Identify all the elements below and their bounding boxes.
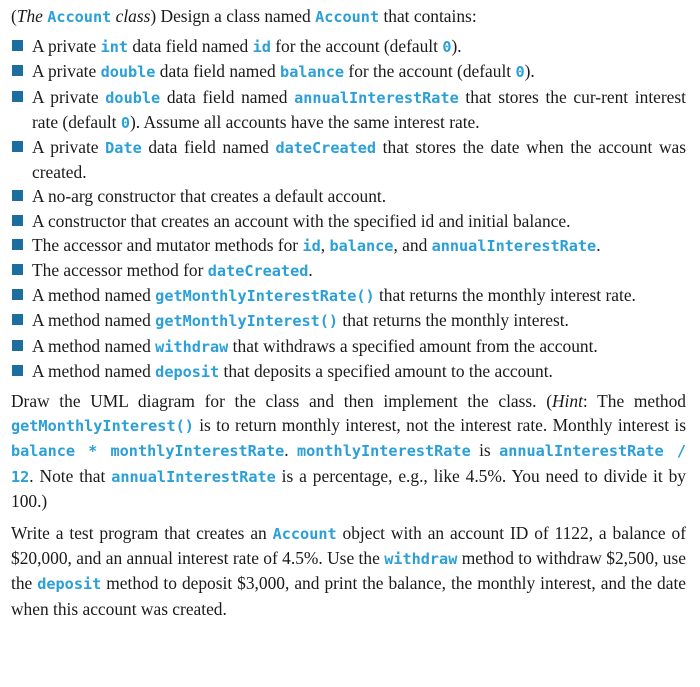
text-segment: A method named <box>32 285 156 306</box>
code-term: monthlyInterestRate <box>296 442 471 461</box>
text-segment: . Note that <box>29 465 112 486</box>
square-bullet-icon <box>12 91 23 102</box>
intro-open-paren: ( <box>11 6 17 26</box>
requirement-item <box>11 184 686 208</box>
text-segment: . <box>308 260 313 281</box>
text-segment: ). <box>451 36 462 57</box>
requirement-item <box>11 283 686 308</box>
code-term: Date <box>105 139 142 158</box>
text-segment: that returns the monthly interest. <box>338 310 569 331</box>
requirement-item <box>11 209 686 233</box>
text-segment: The accessor method for <box>32 260 208 281</box>
code-term: id <box>302 236 321 255</box>
code-term: int <box>100 38 129 57</box>
intro-account-code-2: Account <box>315 8 380 26</box>
text-segment: method to withdraw $2,500, use the <box>11 548 686 594</box>
text-segment: ). <box>524 61 535 82</box>
code-term: deposit <box>155 362 220 381</box>
code-term: getMonthlyInterest() <box>11 417 194 436</box>
square-bullet-icon <box>12 40 23 51</box>
intro-account-code: Account <box>47 8 112 26</box>
text-segment: A method named <box>32 360 156 381</box>
text-segment: Write a test program that creates an <box>11 523 273 544</box>
intro-class-word: class <box>111 6 151 26</box>
text-segment: is <box>470 440 500 461</box>
code-term: annualInterestRate <box>294 88 459 107</box>
requirements-list <box>11 34 686 384</box>
text-segment: method to deposit $3,000, and print the balance, the monthly interest, and the date when this account was created. <box>11 573 687 619</box>
text-segment: A method named <box>32 335 156 356</box>
code-term: dateCreated <box>275 139 377 158</box>
text-segment: data field named <box>155 61 281 82</box>
requirement-item <box>11 258 686 283</box>
code-term: balance * monthlyInterestRate <box>11 442 285 461</box>
square-bullet-icon <box>12 340 23 351</box>
intro-close: ) Design a class named <box>150 6 316 26</box>
text-segment: that stores the date when the account was created. <box>32 137 686 183</box>
square-bullet-icon <box>12 264 23 275</box>
code-term: annualInterestRate <box>111 467 276 486</box>
code-term: double <box>100 63 156 82</box>
square-bullet-icon <box>12 215 23 226</box>
square-bullet-icon <box>12 239 23 250</box>
code-term: double <box>105 88 161 107</box>
code-term: withdraw <box>155 337 229 356</box>
requirement-item <box>11 308 686 333</box>
text-segment: A private <box>32 137 106 158</box>
square-bullet-icon <box>12 289 23 300</box>
text-segment: , <box>320 234 330 255</box>
code-term: withdraw <box>384 550 458 569</box>
text-segment: is a percentage, e.g., like 4.5%. You need to divide it by 100.) <box>11 465 686 511</box>
requirement-item <box>11 59 686 84</box>
code-term: getMonthlyInterestRate() <box>155 287 375 306</box>
code-term: dateCreated <box>207 262 309 281</box>
text-segment: Draw the UML diagram for the class and then implement the class. ( <box>11 391 552 412</box>
text-segment: . <box>596 234 601 255</box>
exercise-intro <box>11 4 686 29</box>
text-segment: that deposits a specified amount to the account. <box>219 360 553 381</box>
square-bullet-icon <box>12 141 23 152</box>
text-segment: ). Assume all accounts have the same interest rate. <box>130 111 480 132</box>
code-term: 0 <box>515 63 525 82</box>
intro-tail: that contains: <box>379 6 477 26</box>
text-segment: for the account (default <box>344 61 516 82</box>
text-segment: A private <box>32 36 101 57</box>
text-segment: data field named <box>128 36 253 57</box>
text-segment: , and <box>393 234 432 255</box>
square-bullet-icon <box>12 65 23 76</box>
intro-the: The <box>16 6 48 26</box>
code-term: balance <box>329 236 394 255</box>
code-term: deposit <box>37 575 102 594</box>
text-segment: object with an account ID of 1122, a balance of $20,000, and an annual interest rate of 4.5%. Use the <box>11 523 686 569</box>
text-segment: A private <box>32 61 101 82</box>
text-segment: A private <box>32 86 106 107</box>
requirement-item <box>11 233 686 258</box>
text-segment: data field named <box>141 137 276 158</box>
text-segment: is to return monthly interest, not the interest rate. Monthly interest is <box>193 415 686 436</box>
code-term: 0 <box>120 113 130 132</box>
text-segment: The accessor and mutator methods for <box>32 234 303 255</box>
requirement-item <box>11 85 686 135</box>
requirement-item <box>11 135 686 184</box>
square-bullet-icon <box>12 365 23 376</box>
square-bullet-icon <box>12 190 23 201</box>
italic-term: Hint <box>552 391 583 412</box>
text-segment: that withdraws a specified amount from the account. <box>228 335 598 356</box>
square-bullet-icon <box>12 314 23 325</box>
code-term: Account <box>272 525 337 544</box>
requirement-item <box>11 334 686 359</box>
text-segment: : The method <box>582 391 687 412</box>
requirement-item <box>11 359 686 384</box>
hint-paragraph <box>11 389 686 513</box>
code-term: id <box>252 38 271 57</box>
text-segment: for the account (default <box>270 36 443 57</box>
text-segment: data field named <box>160 86 295 107</box>
text-segment: A no-arg constructor that creates a default account. <box>32 186 387 207</box>
text-segment: A constructor that creates an account with the specified id and initial balance. <box>32 210 571 231</box>
code-term: 0 <box>442 38 452 57</box>
code-term: getMonthlyInterest() <box>155 312 339 331</box>
code-term: annualInterestRate <box>431 236 597 255</box>
code-term: balance <box>280 63 345 82</box>
text-segment: that stores the cur-rent interest rate (default <box>32 86 686 132</box>
text-segment: A method named <box>32 310 156 331</box>
text-segment: . <box>284 440 297 461</box>
requirement-item <box>11 34 686 59</box>
code-term: annualInterestRate / 12 <box>11 442 687 486</box>
test-program-paragraph <box>11 521 686 621</box>
text-segment: that returns the monthly interest rate. <box>374 285 636 306</box>
